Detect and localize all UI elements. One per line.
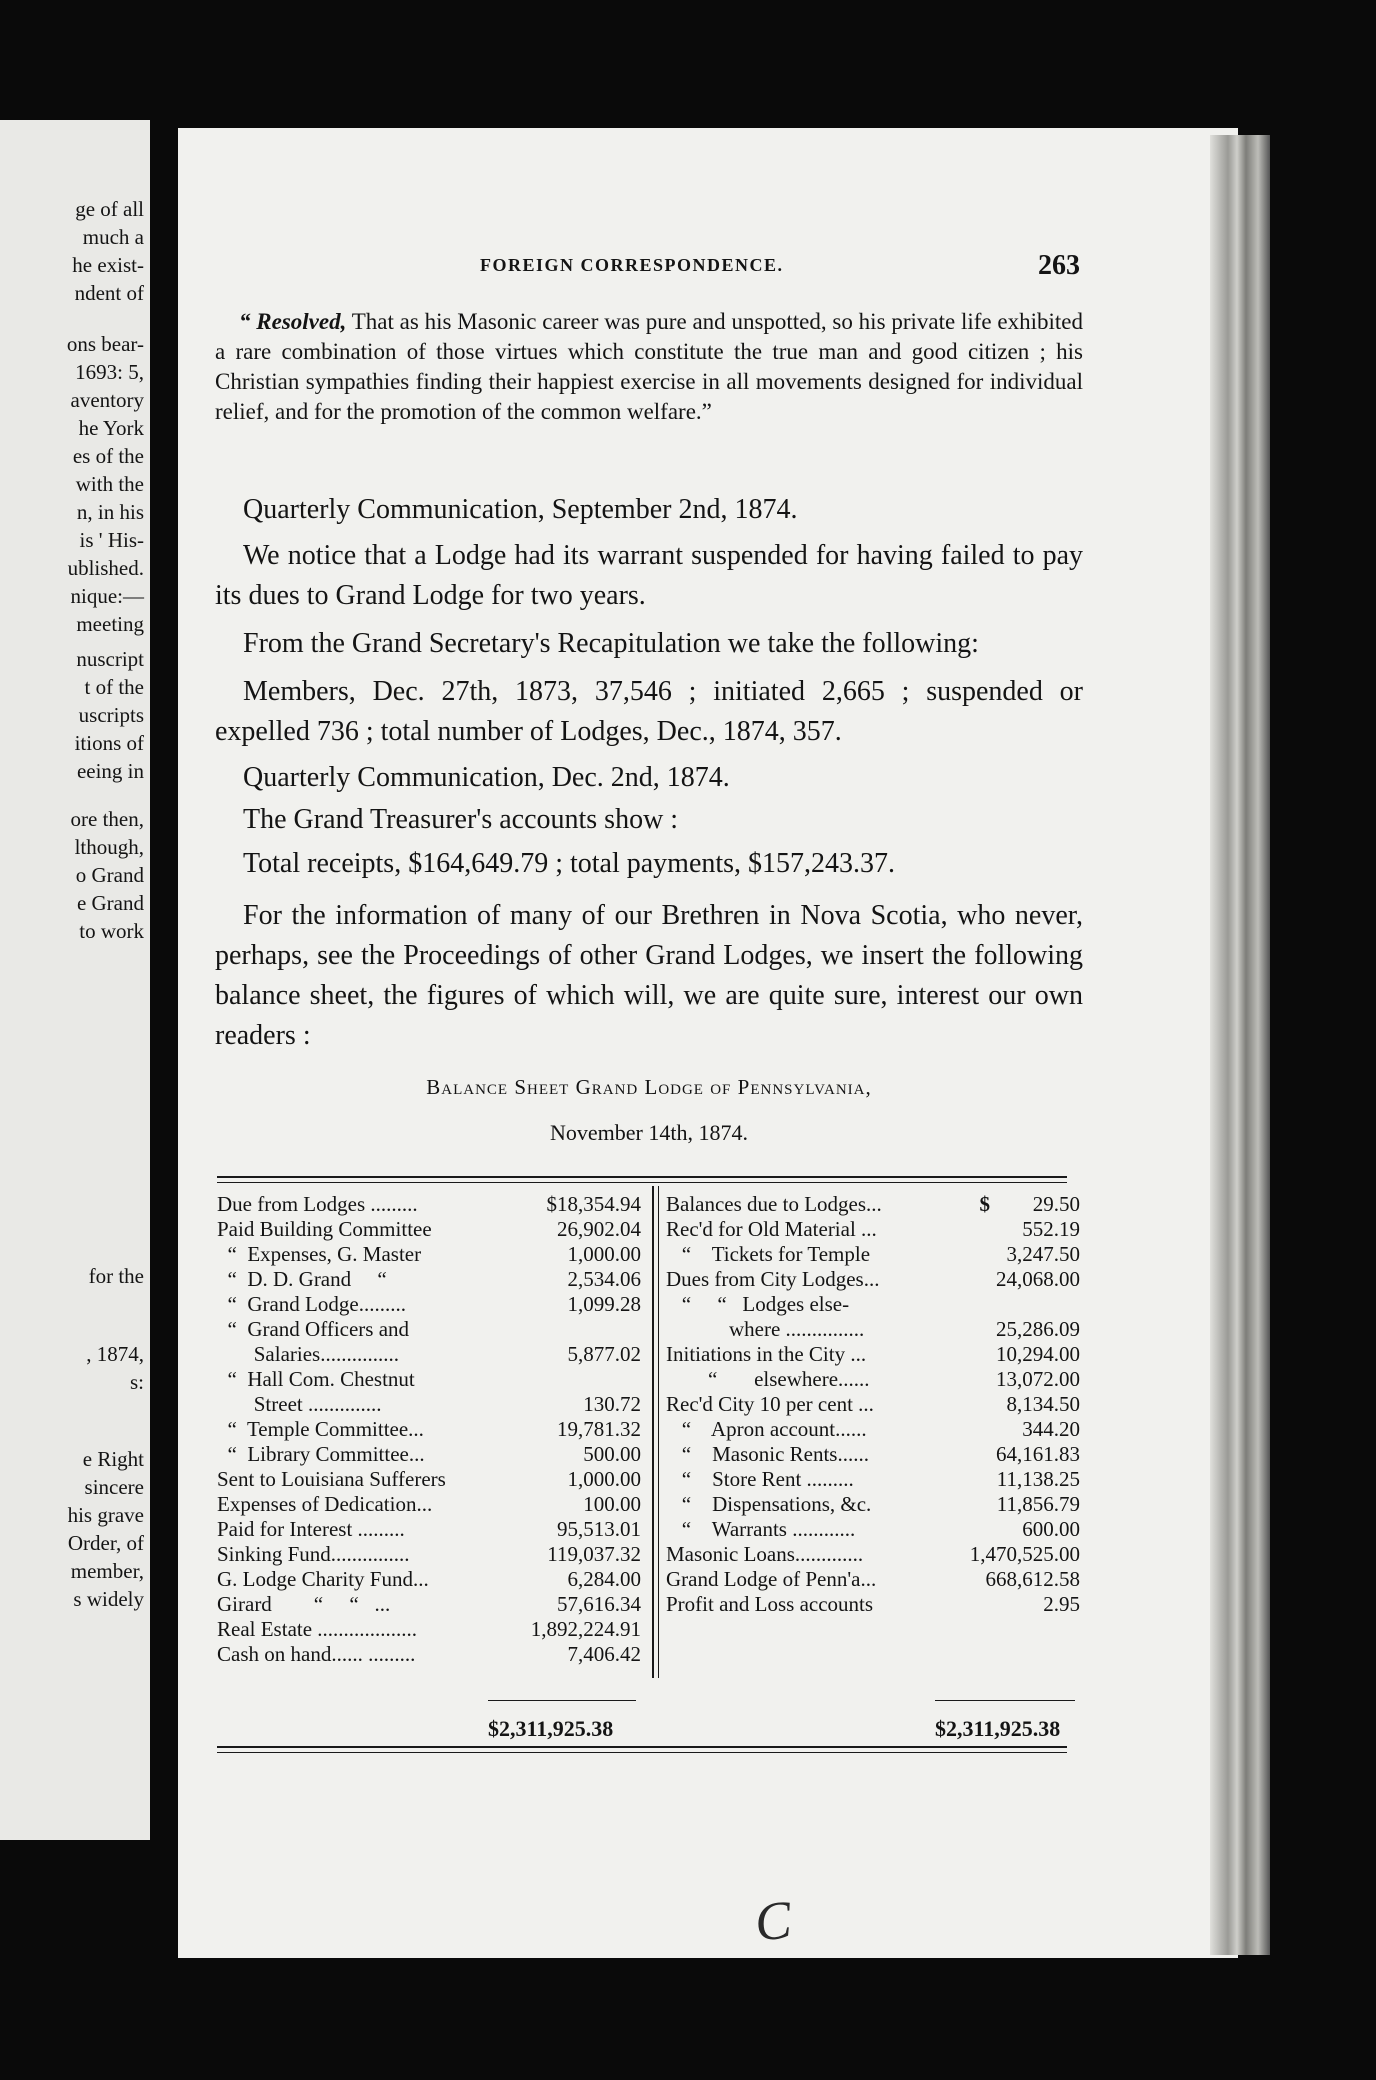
left-page-line: t of the [84, 675, 144, 699]
left-page-line: sincere [84, 1475, 144, 1499]
left-page-line: with the [75, 472, 144, 496]
left-page-line: he exist- [72, 253, 144, 277]
ledger-row-label: Paid Building Committee [217, 1217, 432, 1241]
ledger-row [217, 1267, 641, 1292]
ledger-row [217, 1367, 641, 1392]
ledger-row [217, 1542, 641, 1567]
ledger-row [217, 1617, 641, 1642]
ledger-row-amount: 7,406.42 [567, 1642, 641, 1666]
ledger-row-amount: 26,902.04 [557, 1217, 641, 1241]
ledger-row-label: “ Hall Com. Chestnut [217, 1367, 415, 1391]
ledger-row-amount: 668,612.58 [985, 1567, 1080, 1591]
left-page-line: 1693: 5, [75, 360, 144, 384]
ledger-row [666, 1542, 1080, 1567]
left-page-line: e Right [82, 1447, 144, 1471]
left-page-line: uscripts [78, 703, 144, 727]
left-page-text-fragment [71, 805, 144, 945]
left-page-text-fragment [75, 645, 144, 785]
ledger-row [666, 1567, 1080, 1592]
ledger-row-label: Expenses of Dedication... [217, 1492, 433, 1516]
ledger-row [666, 1467, 1080, 1492]
left-page-line: ge of all [75, 197, 144, 221]
paragraph-warrant-suspended: We notice that a Lodge had its warrant suspended for having failed to pay its dues to Grand Lodge for two years. [215, 540, 1083, 611]
ledger-row [666, 1292, 1080, 1317]
ledger-row [217, 1192, 641, 1217]
left-page-line: is ' His- [79, 528, 144, 552]
ledger-row [666, 1367, 1080, 1392]
ledger-row-amount: 600.00 [1022, 1517, 1080, 1541]
paragraph-total-receipts: Total receipts, $164,649.79 ; total payments, $157,243.37. [243, 848, 896, 879]
ledger-row-label: Girard “ “ ... [217, 1592, 391, 1616]
ledger-row-amount: 3,247.50 [1006, 1242, 1080, 1266]
credit-entries [666, 1192, 1080, 1617]
left-page-line: he York [78, 416, 144, 440]
ledger-row-label: “ Library Committee... [217, 1442, 425, 1466]
left-page-fragment [0, 120, 150, 1840]
ledger-row-label: Grand Lodge of Penn'a... [666, 1567, 877, 1591]
debit-sum-rule [488, 1700, 636, 1701]
ledger-row [217, 1642, 641, 1667]
ledger-row-amount: 2.95 [1043, 1592, 1080, 1616]
ledger-row-label: G. Lodge Charity Fund... [217, 1567, 429, 1591]
ledger-row-currency: $ [979, 1192, 990, 1216]
table-top-rule-thin [217, 1182, 1067, 1183]
paragraph-members: Members, Dec. 27th, 1873, 37,546 ; initiated 2,665 ; suspended or expelled 736 ; total number of Lodges, Dec., 1874, 357. [215, 676, 1083, 747]
ledger-row [217, 1467, 641, 1492]
ledger-row [666, 1517, 1080, 1542]
left-page-line: ons bear- [66, 332, 144, 356]
ledger-row [666, 1317, 1080, 1342]
left-page-line: much a [82, 225, 144, 249]
balance-sheet-date: November 14th, 1874. [550, 1120, 748, 1145]
ledger-row-label: Street .............. [217, 1392, 382, 1416]
ledger-row-amount: 13,072.00 [996, 1367, 1080, 1391]
ledger-row [666, 1342, 1080, 1367]
resolution-text: That as his Masonic career was pure and unspotted, so his private life exhibited a rare combination of those virtues which constitute the true man and good citizen ; his Christian sympathies finding their happiest exercise in all movements designed for individual relief, and for the promotion of the common welfare.” [215, 309, 1083, 424]
ledger-row [217, 1567, 641, 1592]
ledger-row-label: where ............... [666, 1317, 865, 1341]
ledger-row-label: Rec'd City 10 per cent ... [666, 1392, 874, 1416]
left-page-line: to work [79, 919, 144, 943]
left-page-line: Order, of [67, 1531, 144, 1555]
ledger-row [666, 1417, 1080, 1442]
ledger-row-amount: 11,138.25 [996, 1467, 1080, 1491]
resolution-lead: “ Resolved, [239, 309, 347, 334]
ledger-row-amount: 552.19 [1022, 1217, 1080, 1241]
ledger-row [666, 1592, 1080, 1617]
handwritten-mark: C [751, 1889, 795, 1953]
ledger-row-label: Rec'd for Old Material ... [666, 1217, 877, 1241]
ledger-row-label: “ Grand Officers and [217, 1317, 410, 1341]
ledger-row [666, 1267, 1080, 1292]
paragraph-treasurer: The Grand Treasurer's accounts show : [243, 804, 679, 835]
ledger-row-amount: 25,286.09 [996, 1317, 1080, 1341]
ledger-row-label: “ Tickets for Temple [666, 1242, 871, 1266]
ledger-row-amount: 500.00 [583, 1442, 641, 1466]
ledger-row-amount: 2,534.06 [567, 1267, 641, 1291]
ledger-row [217, 1592, 641, 1617]
ledger-row [217, 1417, 641, 1442]
ledger-row-label: Balances due to Lodges... [666, 1192, 882, 1216]
ledger-row [666, 1217, 1080, 1242]
ledger-row [217, 1292, 641, 1317]
ledger-row-amount: 1,000.00 [567, 1467, 641, 1491]
ledger-row-amount: 10,294.00 [996, 1342, 1080, 1366]
left-page-line: s widely [73, 1587, 144, 1611]
left-page-text-fragment [72, 195, 144, 307]
paragraph-recapitulation: From the Grand Secretary's Recapitulation we take the following: [243, 628, 979, 659]
ledger-row-label: “ elsewhere...... [666, 1367, 870, 1391]
ledger-row [217, 1517, 641, 1542]
left-page-text-fragment [86, 1340, 144, 1396]
ledger-row-label: Real Estate ................... [217, 1617, 418, 1641]
ledger-row-amount: 1,099.28 [567, 1292, 641, 1316]
left-page-line: es of the [72, 444, 144, 468]
left-page-line: lthough, [74, 835, 144, 859]
ledger-row-amount: 57,616.34 [557, 1592, 641, 1616]
ledger-row [217, 1492, 641, 1517]
left-page-line: e Grand [76, 891, 144, 915]
ledger-row-label: Paid for Interest ......... [217, 1517, 405, 1541]
left-page-line: nique:— [70, 584, 144, 608]
page-edge-shadow [1210, 135, 1270, 1955]
ledger-row-amount: 1,470,525.00 [969, 1542, 1080, 1566]
table-top-rule [217, 1176, 1067, 1178]
ledger-row-label: Cash on hand...... ......... [217, 1642, 416, 1666]
ledger-row-amount: 95,513.01 [557, 1517, 641, 1541]
ledger-row-label: “ Grand Lodge......... [217, 1292, 406, 1316]
ledger-row-amount: 19,781.32 [557, 1417, 641, 1441]
ledger-row-label: Initiations in the City ... [666, 1342, 867, 1366]
ledger-row-label: Profit and Loss accounts [666, 1592, 874, 1616]
ledger-row [217, 1392, 641, 1417]
ledger-row-amount: 1,892,224.91 [530, 1617, 641, 1641]
ledger-row [217, 1342, 641, 1367]
left-page-line: o Grand [75, 863, 144, 887]
left-page-line: n, in his [76, 500, 144, 524]
left-page-line: s: [129, 1370, 144, 1394]
left-page-line: ublished. [67, 556, 144, 580]
paragraph-quarterly-sept: Quarterly Communication, September 2nd, 1874. [243, 494, 798, 525]
ledger-row-label: “ Dispensations, &c. [666, 1492, 872, 1516]
table-bottom-rule-thin [217, 1752, 1067, 1753]
paragraph-nova-scotia: For the information of many of our Brethren in Nova Scotia, who never, perhaps, see the Proceedings of other Grand Lodges, we insert the following balance sheet, the figures of which will, we are quite sure, interest our own readers : [215, 900, 1083, 1051]
ledger-row [666, 1442, 1080, 1467]
ledger-row-label: “ Apron account...... [666, 1417, 867, 1441]
table-bottom-rule [217, 1746, 1067, 1748]
ledger-row-label: Dues from City Lodges... [666, 1267, 880, 1291]
ledger-row-amount: 119,037.32 [547, 1542, 641, 1566]
left-page-line: member, [70, 1559, 144, 1583]
ledger-row-label: Due from Lodges ......... [217, 1192, 418, 1216]
ledger-row [666, 1242, 1080, 1267]
ledger-row-amount: 5,877.02 [567, 1342, 641, 1366]
ledger-row-label: “ “ Lodges else- [666, 1292, 850, 1316]
left-page-line: his grave [67, 1503, 144, 1527]
ledger-row-amount: 100.00 [583, 1492, 641, 1516]
ledger-row-amount: 130.72 [583, 1392, 641, 1416]
paragraph-quarterly-dec: Quarterly Communication, Dec. 2nd, 1874. [243, 762, 730, 793]
left-page-text-fragment [68, 1445, 144, 1613]
left-page-text-fragment [67, 330, 144, 638]
credit-sum-rule [935, 1700, 1075, 1701]
credit-total: $2,311,925.38 [935, 1716, 1061, 1741]
ledger-row-label: Sinking Fund............... [217, 1542, 410, 1566]
table-column-divider-thin [658, 1186, 659, 1678]
left-page-line: aventory [70, 388, 144, 412]
ledger-row-label: “ Store Rent ......... [666, 1467, 854, 1491]
left-page-line: ore then, [70, 807, 144, 831]
ledger-row-label: “ Warrants ............ [666, 1517, 856, 1541]
left-page-line: eeing in [76, 759, 144, 783]
ledger-row [217, 1317, 641, 1342]
resolution-paragraph [215, 307, 1083, 427]
page-number: 263 [1038, 250, 1080, 281]
ledger-row-label: Masonic Loans............. [666, 1542, 864, 1566]
left-page-line: meeting [76, 612, 144, 636]
ledger-row [217, 1442, 641, 1467]
book-binding-gutter [150, 110, 180, 1870]
left-page-line: , 1874, [86, 1342, 144, 1366]
left-page-line: nuscript [76, 647, 144, 671]
ledger-row [217, 1217, 641, 1242]
ledger-row [217, 1242, 641, 1267]
table-column-divider [652, 1186, 654, 1678]
ledger-row-amount: 24,068.00 [996, 1267, 1080, 1291]
ledger-row-amount: 8,134.50 [1006, 1392, 1080, 1416]
ledger-row-label: Salaries............... [217, 1342, 399, 1366]
balance-sheet-title: Balance Sheet Grand Lodge of Pennsylvania, [426, 1075, 872, 1099]
ledger-row-label: “ Temple Committee... [217, 1417, 424, 1441]
ledger-row-label: “ Masonic Rents...... [666, 1442, 869, 1466]
running-title: FOREIGN CORRESPONDENCE. [480, 255, 784, 275]
left-page-line: ndent of [74, 281, 144, 305]
ledger-row-amount: 11,856.79 [996, 1492, 1080, 1516]
ledger-row-amount: 64,161.83 [996, 1442, 1080, 1466]
left-page-text-fragment [89, 1262, 144, 1290]
ledger-row-label: Sent to Louisiana Sufferers [217, 1467, 446, 1491]
ledger-row-amount: 29.50 [1032, 1192, 1080, 1216]
ledger-row-amount: 6,284.00 [567, 1567, 641, 1591]
ledger-row-label: “ Expenses, G. Master [217, 1242, 422, 1266]
debit-total: $2,311,925.38 [488, 1716, 614, 1741]
left-page-line: itions of [74, 731, 144, 755]
ledger-row [666, 1492, 1080, 1517]
debit-entries [217, 1192, 641, 1667]
ledger-row-amount: 344.20 [1022, 1417, 1080, 1441]
ledger-row-label: “ D. D. Grand “ [217, 1267, 387, 1291]
left-page-line: for the [88, 1264, 144, 1288]
ledger-row [666, 1192, 1080, 1217]
ledger-row-amount: $18,354.94 [546, 1192, 641, 1216]
ledger-row-amount: 1,000.00 [567, 1242, 641, 1266]
ledger-row [666, 1392, 1080, 1417]
